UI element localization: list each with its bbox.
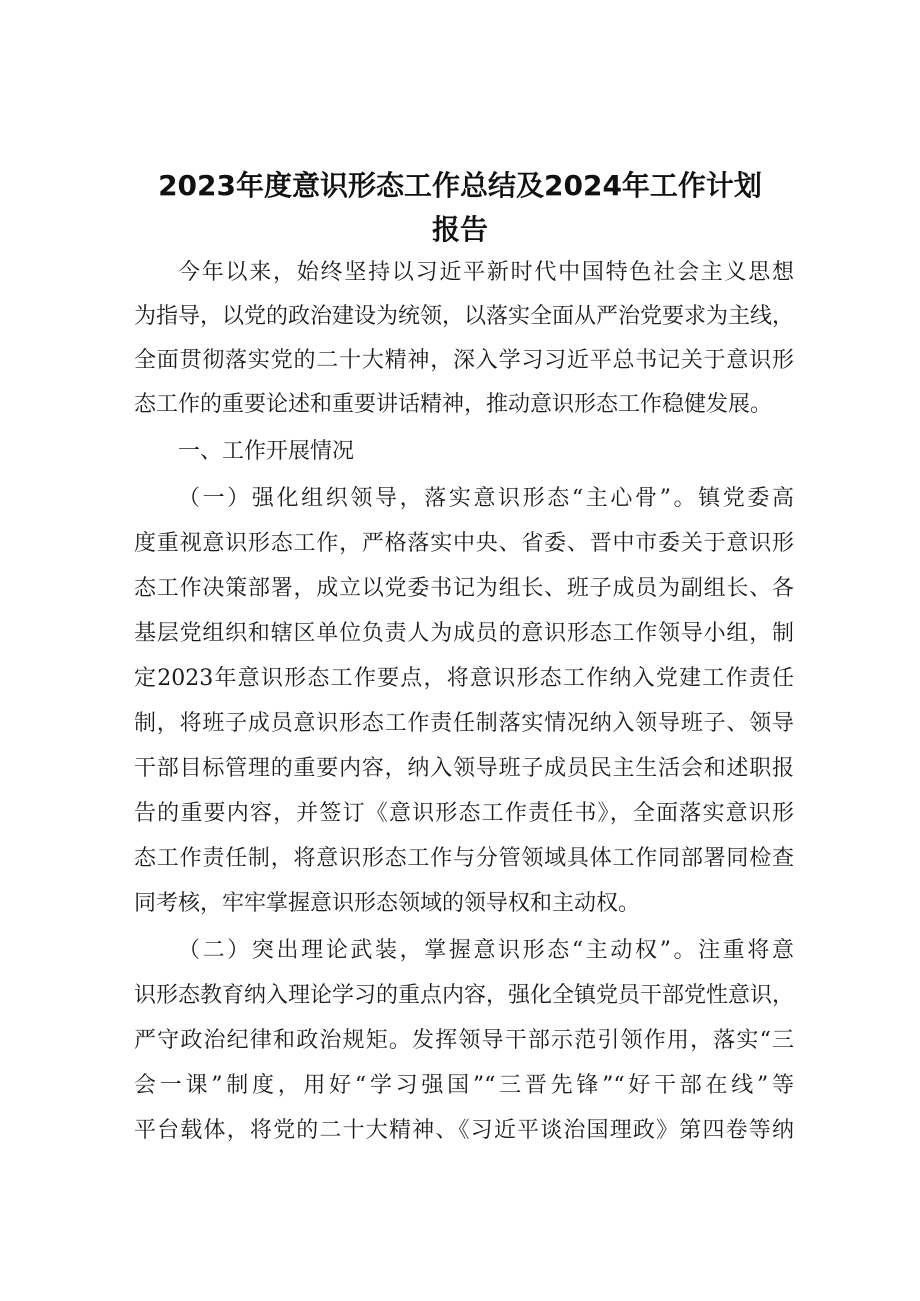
intro-line: 今年以来，始终坚持以习近平新时代中国特色社会主义思想	[178, 260, 794, 285]
paragraph-1-line: 态工作责任制，将意识形态工作与分管领域具体工作同部署同检查	[134, 846, 794, 871]
paragraph-1-line: 定2023年意识形态工作要点，将意识形态工作纳入党建工作责任	[134, 666, 794, 691]
intro-line: 态工作的重要论述和重要讲话精神，推动意识形态工作稳健发展。	[134, 392, 773, 417]
paragraph-1-line: 度重视意识形态工作，严格落实中央、省委、晋中市委关于意识形	[134, 531, 794, 556]
intro-line: 为指导，以党的政治建设为统领，以落实全面从严治党要求为主线，	[134, 304, 794, 329]
paragraph-1-line: 态工作决策部署，成立以党委书记为组长、班子成员为副组长、各	[134, 576, 794, 601]
paragraph-1-line: 告的重要内容，并签订《意识形态工作责任书》，全面落实意识形	[134, 801, 794, 826]
section-heading: 一、工作开展情况	[178, 439, 355, 464]
intro-line: 全面贯彻落实党的二十大精神，深入学习习近平总书记关于意识形	[134, 348, 794, 373]
paragraph-1-line: 同考核，牢牢掌握意识形态领域的领导权和主动权。	[134, 891, 641, 916]
document-title-line-2: 报告	[431, 213, 488, 246]
paragraph-2-line: 平台载体，将党的二十大精神、《习近平谈治国理政》第四卷等纳	[134, 1118, 794, 1143]
paragraph-2-line: 识形态教育纳入理论学习的重点内容，强化全镇党员干部党性意识，	[134, 983, 794, 1008]
paragraph-2-line: 会一课”制度，用好“学习强国”“三晋先锋”“好干部在线”等	[134, 1073, 794, 1098]
paragraph-2-line: 严守政治纪律和政治规矩。发挥领导干部示范引领作用，落实“三	[134, 1028, 794, 1053]
paragraph-1-line: 制，将班子成员意识形态工作责任制落实情况纳入领导班子、领导	[134, 711, 794, 736]
paragraph-2-line: （二）突出理论武装，掌握意识形态“主动权”。注重将意	[178, 938, 794, 963]
paragraph-1-line: 干部目标管理的重要内容，纳入领导班子成员民主生活会和述职报	[134, 756, 794, 781]
document-title-line-1: 2023年度意识形态工作总结及2024年工作计划	[158, 169, 762, 202]
paragraph-1-line: （一）强化组织领导，落实意识形态“主心骨”。镇党委高	[178, 486, 794, 511]
paragraph-1-line: 基层党组织和辖区单位负责人为成员的意识形态工作领导小组，制	[134, 621, 794, 646]
